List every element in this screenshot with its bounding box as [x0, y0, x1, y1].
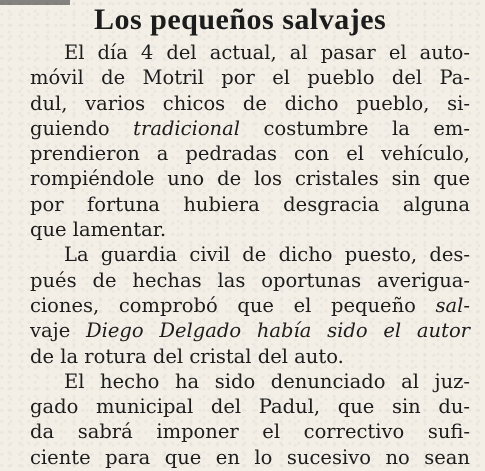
text-line — [30, 242, 470, 267]
text-line — [30, 116, 470, 141]
text-line — [30, 65, 470, 90]
text-line — [30, 293, 470, 318]
text-line — [30, 166, 470, 191]
text-segment: El día 4 del actual, al pasar el auto- — [64, 41, 470, 64]
text-line — [30, 394, 470, 419]
text-segment: da sabrá imponer el correctivo sufi- — [30, 420, 470, 444]
text-line — [30, 141, 470, 166]
text-segment: de la rotura del cristal del auto. — [30, 344, 344, 368]
text-line — [30, 445, 470, 470]
text-line — [30, 217, 470, 242]
italic-text: sal- — [435, 293, 470, 317]
text-segment: gado municipal del Padul, que sin du- — [30, 395, 470, 419]
text-segment: costumbre la em- — [239, 116, 470, 140]
text-segment: prendieron a pedradas con el vehículo, — [30, 142, 470, 166]
italic-text: tradicional — [133, 116, 240, 140]
article-headline: Los pequeños salvajes — [94, 3, 387, 36]
text-segment: dul, varios chicos de dicho pueblo, si- — [30, 91, 470, 115]
article — [30, 2, 470, 470]
text-line — [30, 344, 470, 369]
text-segment: ciones, comprobó que el pequeño — [30, 293, 436, 317]
text-segment: ciente para que en lo sucesivo no sean — [30, 445, 470, 469]
text-segment: pués de hechas las oportunas averigua- — [30, 268, 470, 292]
text-segment: guiendo — [30, 116, 134, 140]
text-segment: por fortuna hubiera desgracia alguna — [30, 192, 470, 216]
text-segment: que lamentar. — [30, 218, 167, 242]
text-segment: móvil de Motril por el pueblo del Pa- — [30, 66, 470, 90]
italic-text: Diego Delgado había sido el autor — [70, 319, 470, 343]
paragraph — [30, 242, 470, 368]
paragraph — [30, 369, 470, 470]
paragraph — [30, 40, 470, 242]
text-line — [30, 369, 470, 394]
text-segment: La guardia civil de dicho puesto, des- — [64, 243, 470, 267]
text-segment: rompiéndole uno de los cristales sin que — [30, 167, 470, 191]
article-body — [30, 40, 470, 470]
text-line — [30, 91, 470, 116]
text-segment: El hecho ha sido denunciado al juz- — [64, 369, 470, 393]
text-line — [30, 419, 470, 444]
text-line — [30, 40, 470, 65]
text-line — [30, 268, 470, 293]
text-line — [30, 192, 470, 217]
text-line — [30, 318, 470, 343]
text-segment: vaje — [30, 319, 71, 343]
